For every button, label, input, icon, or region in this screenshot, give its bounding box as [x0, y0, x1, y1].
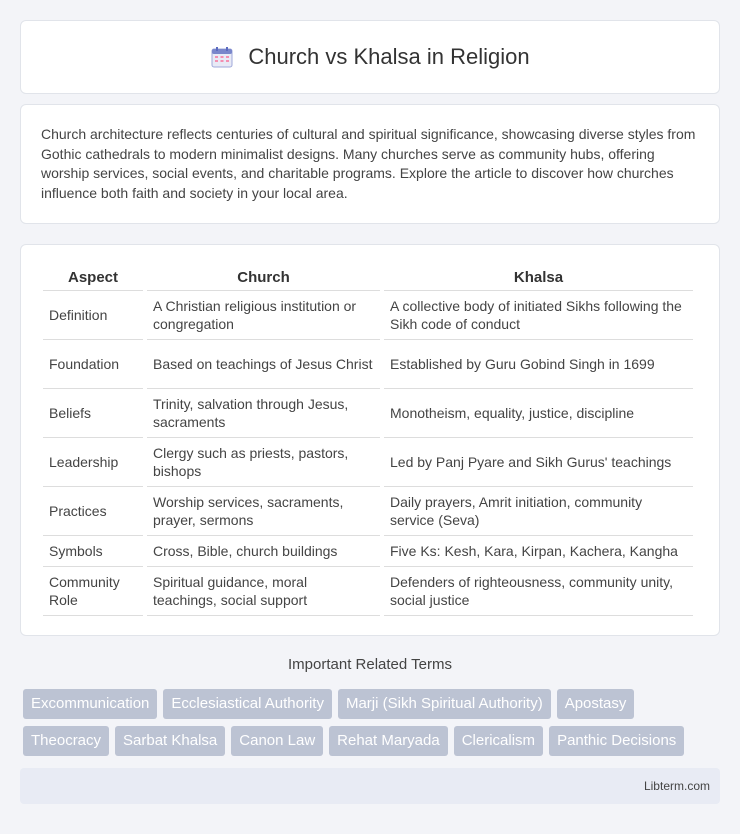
cell-church: Worship services, sacraments, prayer, sermons	[147, 487, 380, 536]
intro-text: Church architecture reflects centuries of cultural and spiritual significance, showcasing diverse styles from Gothic cathedrals to modern minimalist designs. Many churches serve as community hubs, offering worship services, social events, and charitable programs. Explore the article to discover how churches influence both faith and society in your local area.	[41, 126, 696, 201]
comparison-table	[39, 265, 697, 616]
comparison-table-card	[20, 244, 720, 636]
cell-khalsa: Led by Panj Pyare and Sikh Gurus' teachings	[384, 438, 693, 487]
cell-khalsa: Established by Guru Gobind Singh in 1699	[384, 340, 693, 389]
table-header-row	[43, 265, 693, 291]
cell-church: Spiritual guidance, moral teachings, social support	[147, 567, 380, 616]
cell-khalsa: Five Ks: Kesh, Kara, Kirpan, Kachera, Kangha	[384, 536, 693, 567]
header-church: Church	[147, 265, 380, 291]
related-terms-title: Important Related Terms	[288, 656, 452, 673]
cell-aspect: Practices	[43, 487, 143, 536]
table-row	[43, 438, 693, 487]
cell-aspect: Symbols	[43, 536, 143, 567]
table-row	[43, 389, 693, 438]
cell-khalsa: Daily prayers, Amrit initiation, community service (Seva)	[384, 487, 693, 536]
table-row	[43, 340, 693, 389]
intro-card	[20, 104, 720, 224]
calendar-icon	[210, 45, 234, 69]
cell-aspect: Foundation	[43, 340, 143, 389]
header-aspect: Aspect	[43, 265, 143, 291]
cell-khalsa: Monotheism, equality, justice, discipline	[384, 389, 693, 438]
cell-church: Cross, Bible, church buildings	[147, 536, 380, 567]
term-tag[interactable]: Panthic Decisions	[549, 726, 684, 756]
cell-church: Trinity, salvation through Jesus, sacraments	[147, 389, 380, 438]
term-tag[interactable]: Apostasy	[557, 689, 635, 719]
cell-khalsa: A collective body of initiated Sikhs following the Sikh code of conduct	[384, 291, 693, 340]
term-tag[interactable]: Excommunication	[23, 689, 157, 719]
cell-khalsa: Defenders of righteousness, community unity, social justice	[384, 567, 693, 616]
cell-aspect: Definition	[43, 291, 143, 340]
table-row	[43, 487, 693, 536]
table-row	[43, 291, 693, 340]
cell-church: A Christian religious institution or congregation	[147, 291, 380, 340]
cell-church: Based on teachings of Jesus Christ	[147, 340, 380, 389]
footer-site-link[interactable]: Libterm.com	[643, 779, 710, 793]
term-tag[interactable]: Marji (Sikh Spiritual Authority)	[338, 689, 551, 719]
term-tag[interactable]: Canon Law	[231, 726, 323, 756]
cell-church: Clergy such as priests, pastors, bishops	[147, 438, 380, 487]
table-row	[43, 567, 693, 616]
table-row	[43, 536, 693, 567]
header-khalsa: Khalsa	[384, 265, 693, 291]
term-tag[interactable]: Theocracy	[23, 726, 109, 756]
term-tag[interactable]: Sarbat Khalsa	[115, 726, 225, 756]
footer	[20, 768, 720, 804]
cell-aspect: Leadership	[43, 438, 143, 487]
cell-aspect: Community Role	[43, 567, 143, 616]
related-terms-list	[20, 689, 730, 763]
term-tag[interactable]: Clericalism	[454, 726, 543, 756]
term-tag[interactable]: Rehat Maryada	[329, 726, 448, 756]
title-card	[20, 20, 720, 94]
term-tag[interactable]: Ecclesiastical Authority	[163, 689, 332, 719]
cell-aspect: Beliefs	[43, 389, 143, 438]
page-title: Church vs Khalsa in Religion	[248, 44, 530, 69]
